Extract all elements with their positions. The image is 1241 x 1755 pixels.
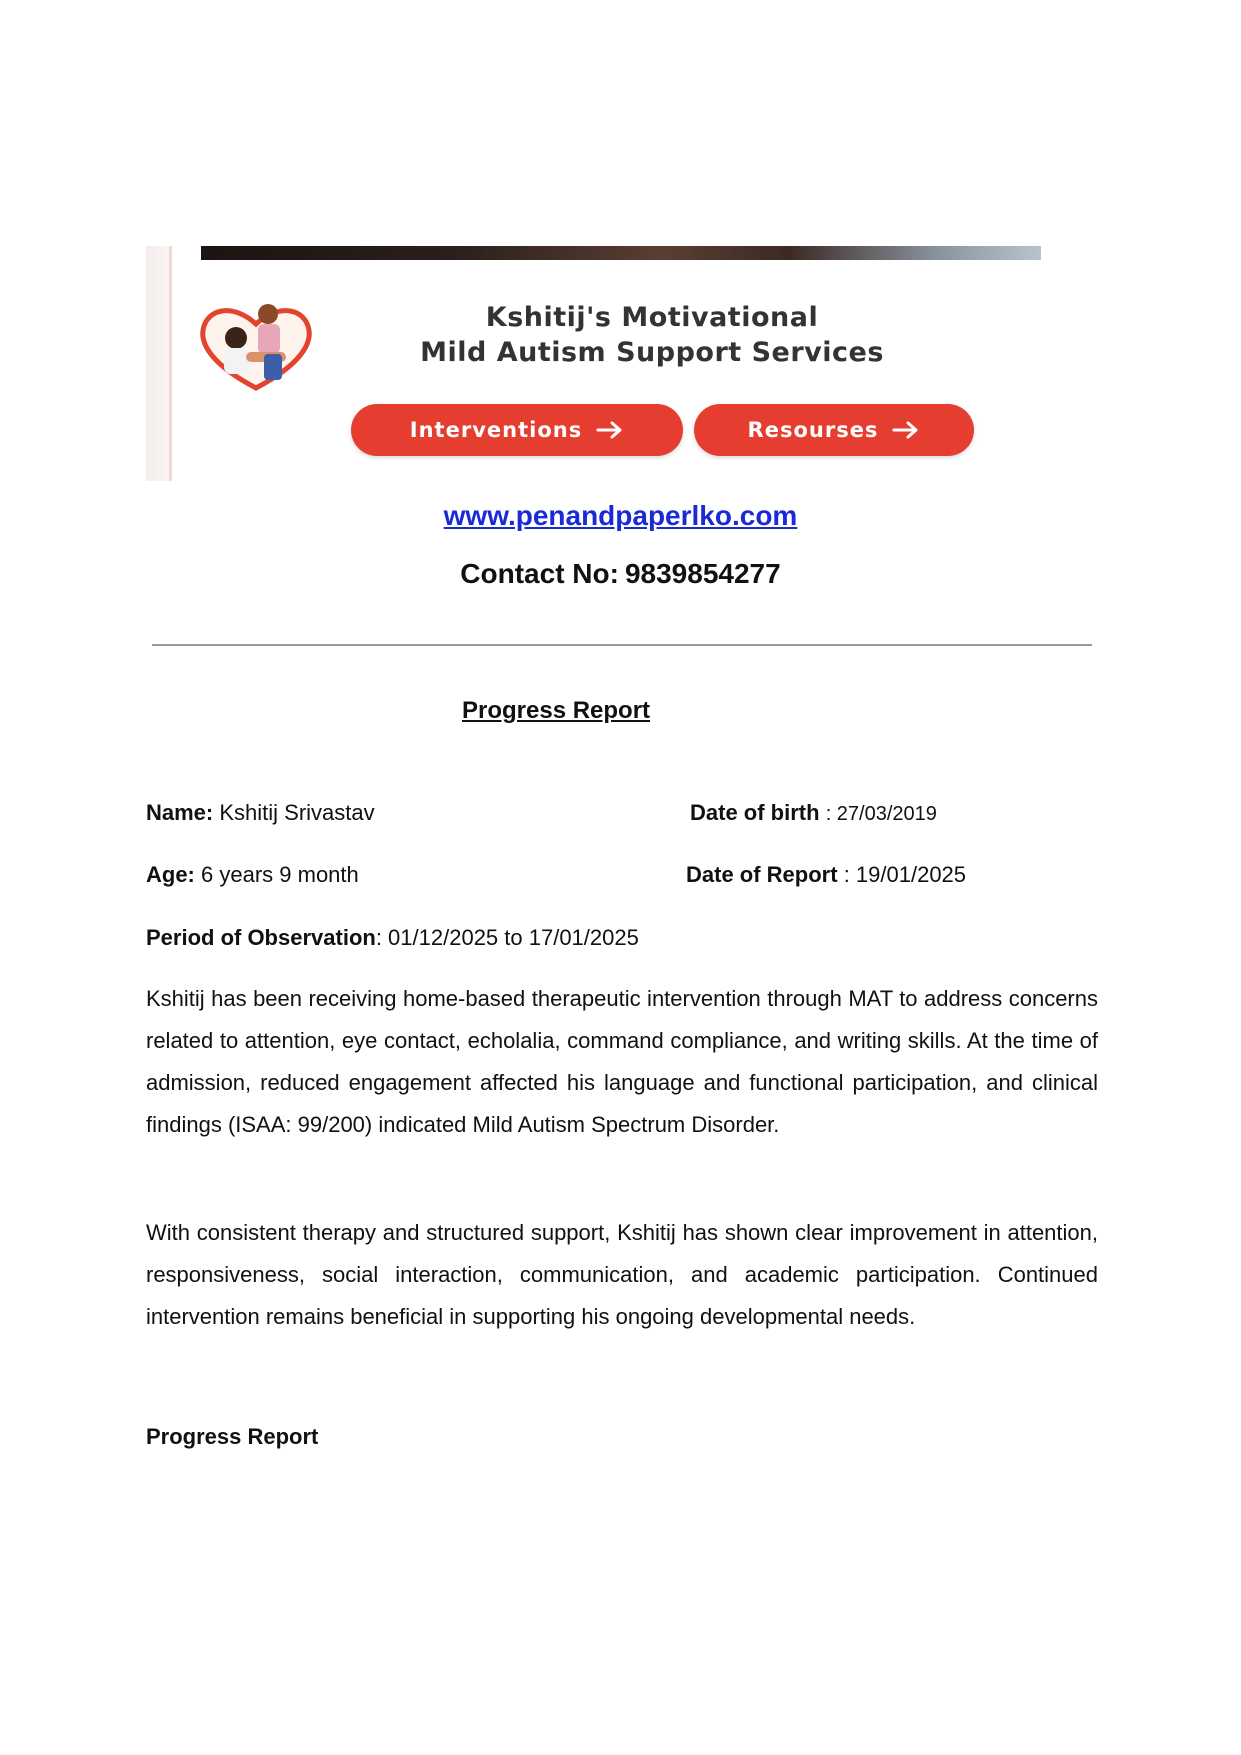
banner-title-line1: Kshitij's Motivational — [485, 302, 819, 333]
period-field — [146, 925, 639, 951]
banner-top-bar — [201, 246, 1041, 260]
age-label: Age: — [146, 862, 195, 887]
age-value: 6 years 9 month — [201, 862, 359, 887]
contact-number: 9839854277 — [624, 558, 781, 589]
banner-title — [372, 300, 932, 370]
name-label: Name: — [146, 800, 214, 825]
report-title: Progress Report — [462, 697, 651, 724]
resources-button[interactable] — [694, 404, 974, 456]
banner-title-line2: Mild Autism Support Services — [420, 337, 884, 368]
name-field — [146, 800, 375, 826]
report-date-value: : 19/01/2025 — [843, 862, 967, 887]
resources-button-label: Resourses — [747, 418, 879, 442]
period-label: Period of Observation — [146, 925, 376, 950]
dob-value: : 27/03/2019 — [825, 803, 937, 825]
name-value: Kshitij Srivastav — [219, 800, 375, 825]
interventions-button[interactable] — [351, 404, 683, 456]
arrow-right-icon — [596, 421, 624, 439]
arrow-right-icon — [892, 421, 920, 439]
banner-side-strip — [146, 246, 172, 481]
dob-field — [690, 800, 937, 826]
summary-paragraph-2: With consistent therapy and structured support, Kshitij has shown clear improvement in attention, responsiveness, social interaction, communication, and academic participation. Continued intervention remains beneficial in supporting his ongoing developmental needs. — [146, 1220, 1098, 1329]
age-field — [146, 862, 359, 888]
contact-label: Contact No: — [460, 558, 619, 589]
contact-line — [0, 558, 1241, 590]
progress-report-heading: Progress Report — [146, 1424, 319, 1449]
header-banner — [146, 246, 1036, 481]
dob-label: Date of birth — [690, 800, 820, 825]
heart-family-logo-icon — [194, 296, 318, 396]
header-divider — [152, 644, 1092, 646]
report-date-field — [686, 862, 966, 888]
interventions-button-label: Interventions — [409, 418, 583, 442]
summary-paragraph-1: Kshitij has been receiving home-based therapeutic intervention through MAT to address concerns related to attention, eye contact, echolalia, command compliance, and writing skills. At the time of admission, reduced engagement affected his language and functional participation, and clinical findings (ISAA: 99/200) indicated Mild Autism Spectrum Disorder. — [146, 986, 1098, 1137]
website-link[interactable]: www.penandpaperlko.com — [443, 500, 798, 531]
report-date-label: Date of Report — [686, 862, 838, 887]
period-value: : 01/12/2025 to 17/01/2025 — [375, 925, 639, 950]
